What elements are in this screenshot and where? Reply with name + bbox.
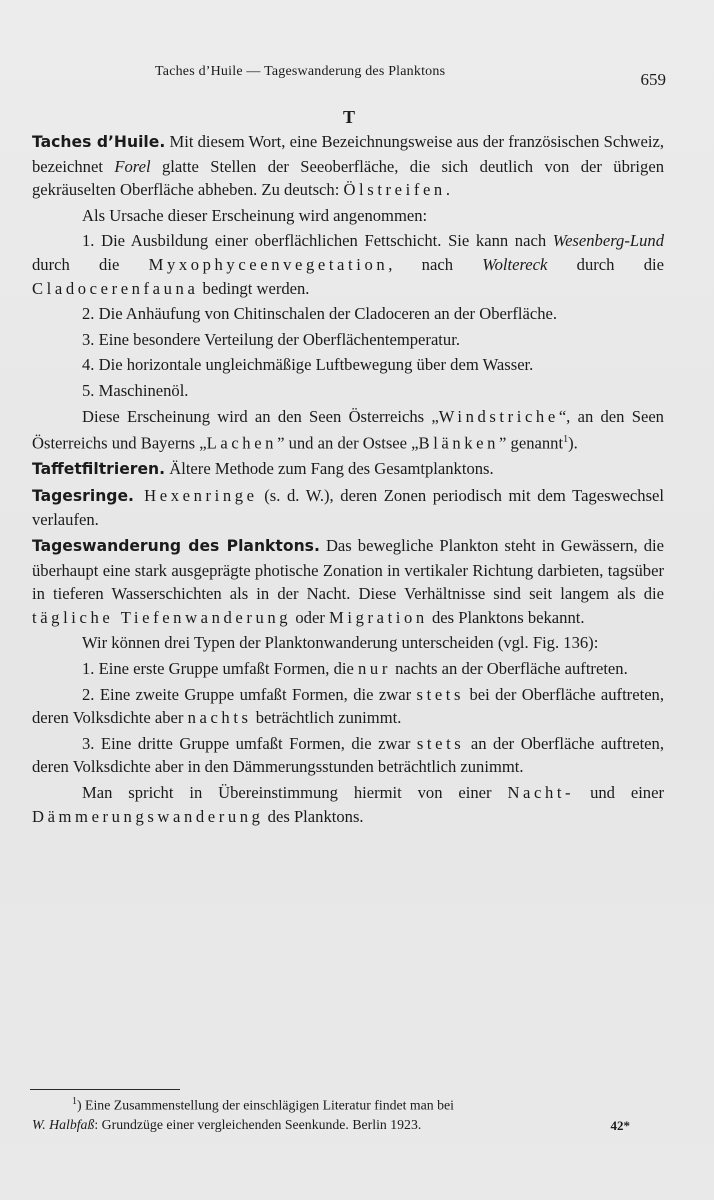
spaced-term: Windstriche (438, 406, 559, 426)
footnote-line-2 (32, 1115, 662, 1134)
entry-text: “, an den Seen Österreichs und Bayerns „ (32, 406, 664, 453)
footnote-text: ) Eine Zusammenstellung der einschlägigen Literatur findet man bei (77, 1097, 454, 1113)
spaced-term: Blänken (418, 433, 500, 453)
entry-text: des Planktons bekannt. (427, 607, 585, 627)
entry-text: ” genannt (499, 433, 564, 453)
cause-intro: Als Ursache dieser Erscheinung wird angenommen: (82, 205, 428, 225)
running-head: Taches d’Huile — Tageswanderung des Planktons (155, 64, 446, 79)
entry-text: oder (291, 607, 330, 627)
entry-text: bei der Oberfläche auftreten, deren Volksdichte aber (32, 684, 664, 728)
entry-text: 3. Eine dritte Gruppe umfaßt Formen, die zwar (82, 733, 417, 753)
spaced-term: Cladocerenfauna (32, 278, 199, 298)
spaced-term: stets (416, 733, 465, 753)
author-name: Wesenberg-Lund (552, 231, 664, 251)
entry-text: beträchtlich zunimmt. (251, 708, 402, 728)
entry-text: (s. d. W.), deren Zonen periodisch mit dem Tageswechsel verlaufen. (32, 485, 664, 530)
entry-text: Man spricht in Übereinstimmung hiermit von einer (82, 782, 508, 802)
entry-text: nachts an der Oberfläche auftreten. (390, 659, 628, 678)
spaced-term: Migration (329, 607, 428, 627)
entry-taches-dhuile (32, 130, 664, 202)
cause-item-1 (32, 229, 664, 300)
footnote-rule (30, 1089, 180, 1090)
footnote-line-1 (32, 1092, 662, 1115)
entry-term: Taches d’Huile. (32, 133, 166, 151)
section-letter: T (343, 107, 356, 127)
entry-term: Tageswanderung des Planktons. (32, 537, 320, 556)
entry-taffetfiltrieren (32, 457, 664, 482)
spaced-term: stets (416, 684, 465, 704)
entry-text: durch die (32, 254, 149, 274)
spaced-term: Myxophyceenvegetation (148, 254, 389, 274)
entry-text: 1. Die Ausbildung einer oberflächlichen Fettschicht. Sie kann nach (82, 231, 553, 251)
entry-text: des Planktons. (263, 806, 364, 826)
entry-text: , nach (388, 254, 483, 274)
entry-term: Taffetfiltrieren. (32, 460, 166, 479)
dictionary-body (32, 130, 664, 830)
entry-text: Mit diesem Wort, eine Bezeichnungsweise aus der französischen Schweiz, bezeichnet (32, 132, 664, 176)
author-name: Forel (114, 156, 151, 176)
entry-text: ” und an der Ostsee „ (277, 433, 419, 453)
cause-item-2: 2. Die Anhäufung von Chitinschalen der Cladoceren an der Oberfläche. (82, 304, 558, 324)
entry-text: durch die (547, 254, 664, 274)
entry-text: . (445, 180, 450, 200)
entry-text: an der Oberfläche auftreten, deren Volksdichte aber in den Dämmerungsstunden beträchtlich zunimmt. (32, 733, 664, 777)
types-intro: Wir können drei Typen der Planktonwanderung unterscheiden (vgl. Fig. 136): (82, 633, 599, 653)
author-name: Woltereck (482, 254, 548, 274)
entry-tagesringe (32, 484, 664, 532)
cross-reference[interactable]: Hexenringe (133, 485, 258, 505)
entry-text: und einer (574, 782, 664, 802)
entry-term: Tagesringe. (32, 486, 134, 505)
footnote (32, 1092, 662, 1134)
entry-text: Ältere Methode zum Fang des Gesamtplanktons. (165, 459, 494, 479)
entry-text: ). (568, 433, 578, 453)
printer-signature: 42* (610, 1118, 630, 1133)
spaced-term: Nacht- (507, 782, 575, 802)
type-item-1 (32, 657, 664, 681)
entry-tageswanderung (32, 534, 664, 629)
cause-item-4: 4. Die horizontale ungleichmäßige Luftbewegung über dem Wasser. (82, 355, 534, 375)
entry-text: 2. Eine zweite Gruppe umfaßt Formen, die zwar (82, 684, 417, 704)
footnote-marker: 1 (72, 1096, 77, 1107)
spaced-term: tägliche Tiefenwanderung (32, 607, 292, 627)
spaced-term: Lachen (206, 433, 278, 453)
spaced-term: Dämmerungswanderung (32, 806, 264, 826)
page-number: 659 (640, 70, 666, 89)
entry-text: Das bewegliche Plankton steht in Gewässern, die überhaupt eine stark ausgeprägte photische Zonation in vertikaler Richtung darbieten, tagsüber in tieferen Wasserschichten als in der Nacht. Diese Verhältnisse sind seit langem als die (32, 536, 664, 604)
cause-item-3: 3. Eine besondere Verteilung der Oberflächentemperatur. (82, 329, 460, 349)
regional-names (32, 405, 664, 456)
entry-text: bedingt werden. (198, 278, 310, 298)
entry-text: Diese Erscheinung wird an den Seen Österreichs „ (82, 406, 439, 426)
entry-text: glatte Stellen der Seeoberfläche, die sich deutlich von der übrigen gekräuselten Oberfläche abheben. Zu deutsch: (32, 156, 664, 200)
type-item-2 (32, 683, 664, 730)
author-name: W. Halbfaß (32, 1116, 95, 1132)
entry-text: 1. Eine erste Gruppe umfaßt Formen, die (82, 659, 359, 678)
cause-item-5: 5. Maschinenöl. (82, 380, 189, 400)
type-item-3 (32, 732, 664, 779)
spaced-term: Ölstreifen (343, 180, 446, 200)
spaced-term: nur (358, 659, 391, 678)
spaced-term: nachts (187, 708, 252, 728)
footnote-text: : Grundzüge einer vergleichenden Seenkunde. Berlin 1923. (94, 1116, 422, 1132)
conclusion (32, 781, 664, 828)
footnote-ref[interactable]: 1 (563, 434, 569, 446)
